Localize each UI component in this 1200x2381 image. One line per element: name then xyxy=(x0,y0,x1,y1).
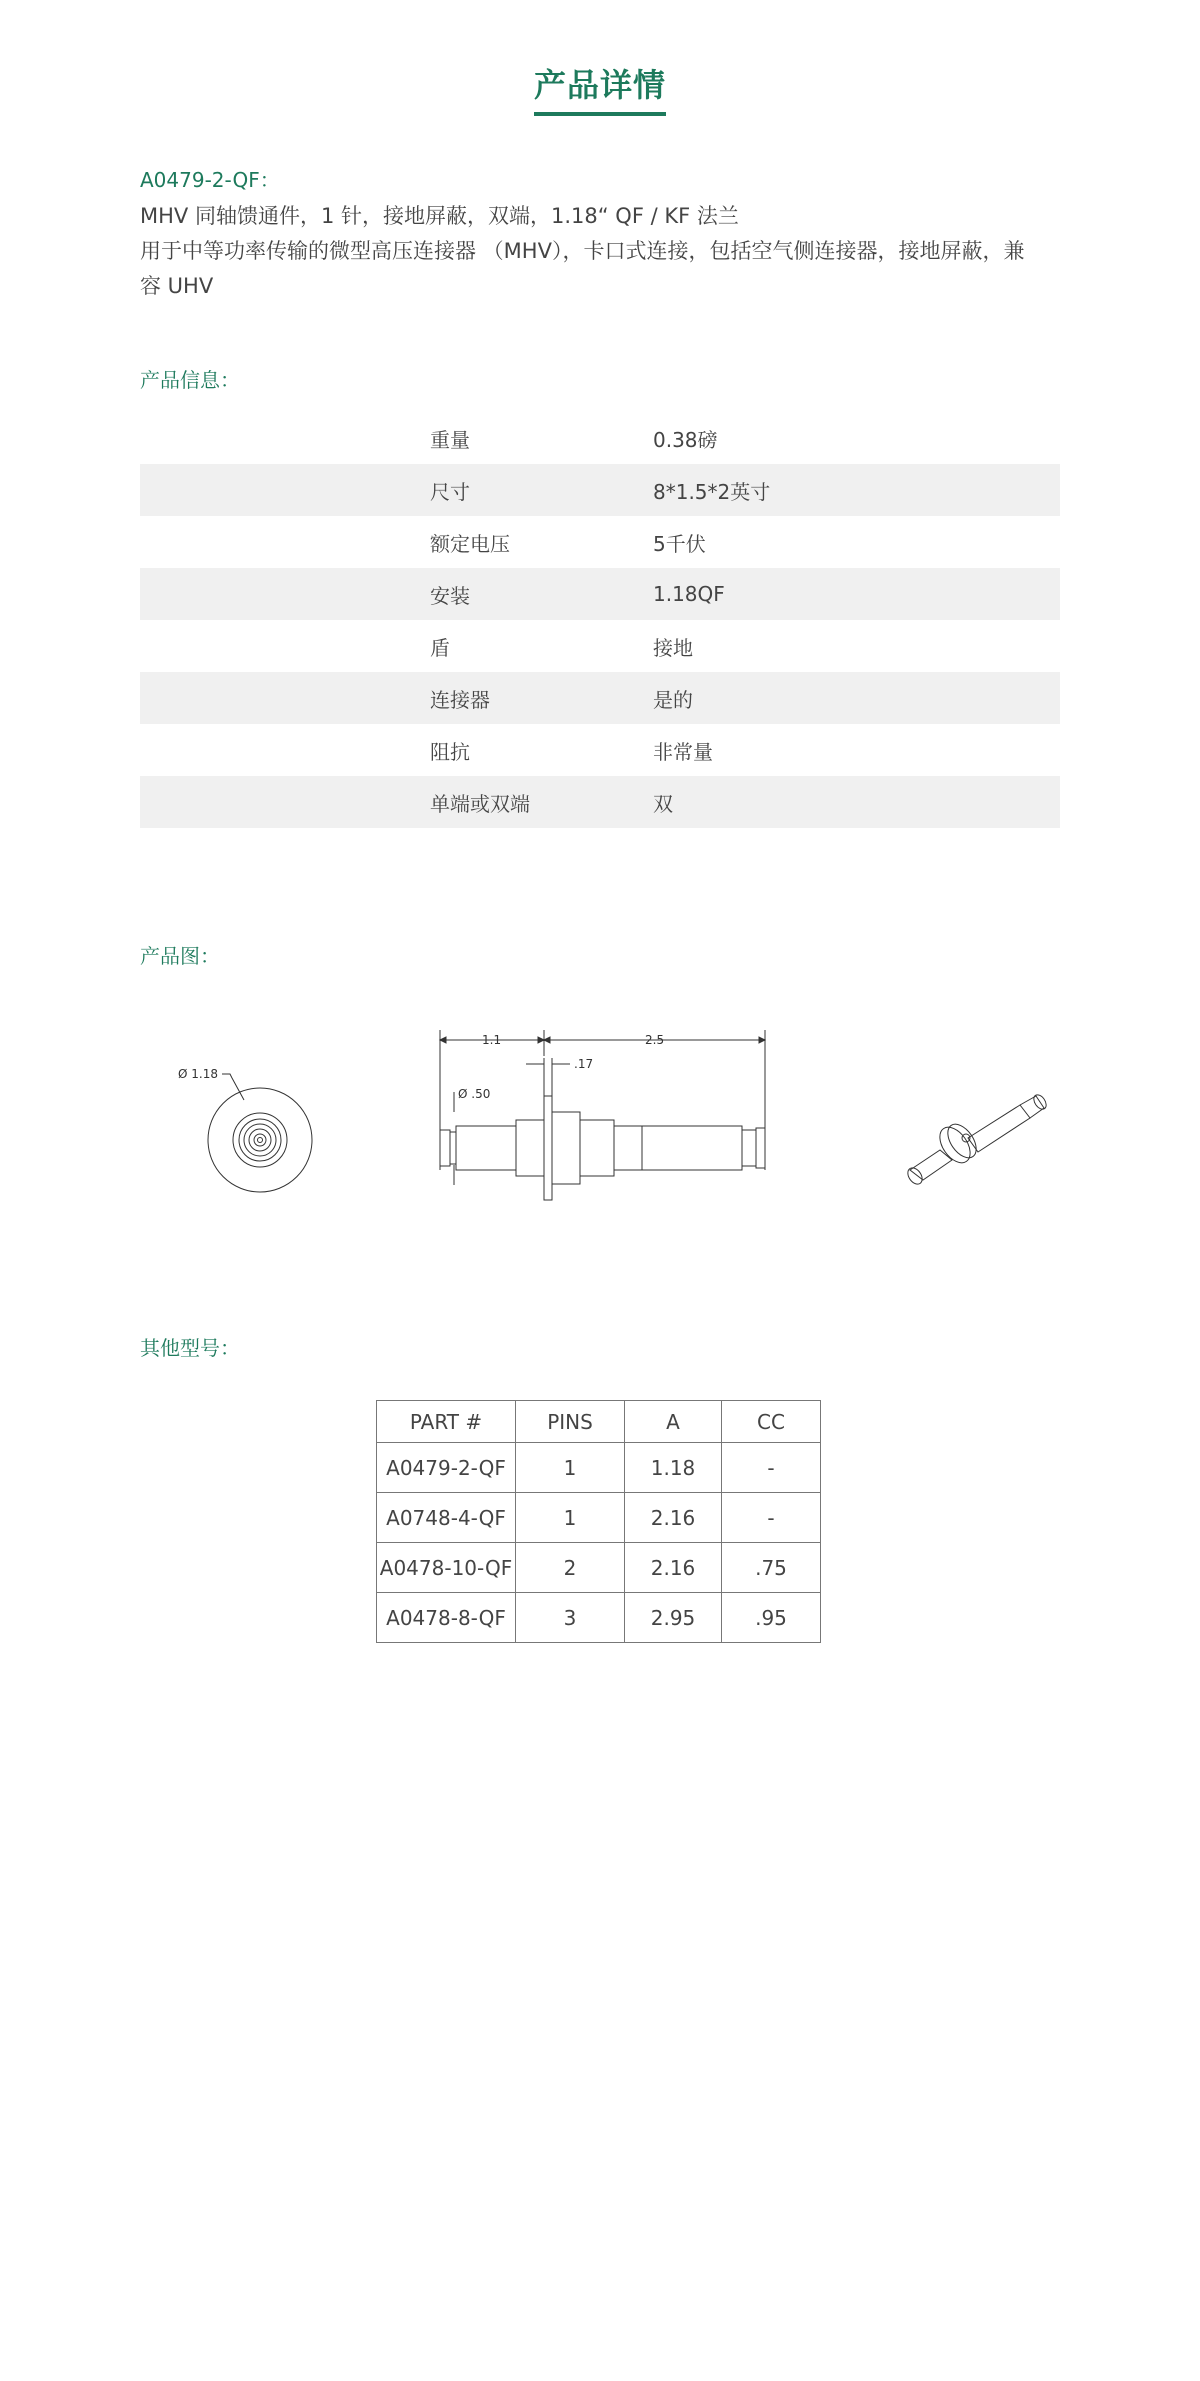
pins-cell: 1 xyxy=(516,1443,625,1493)
info-row xyxy=(140,776,1060,828)
drawing-section-label: 产品图： xyxy=(140,944,220,968)
info-key: 重量 xyxy=(430,427,470,452)
table-row xyxy=(377,1543,821,1593)
table-row xyxy=(377,1493,821,1543)
models-header-row xyxy=(377,1401,821,1443)
technical-drawing xyxy=(140,1000,1060,1220)
info-row xyxy=(140,620,1060,672)
models-table xyxy=(376,1400,821,1643)
models-section-label: 其他型号： xyxy=(140,1336,240,1360)
column-header: CC xyxy=(722,1401,821,1443)
info-key: 额定电压 xyxy=(430,531,510,556)
side-view xyxy=(440,1030,765,1200)
product-drawings xyxy=(140,1000,1060,1220)
info-value: 5千伏 xyxy=(653,531,706,556)
isometric-view xyxy=(905,1093,1049,1187)
cc-cell: .95 xyxy=(722,1593,821,1643)
cc-cell: - xyxy=(722,1443,821,1493)
pins-cell: 3 xyxy=(516,1593,625,1643)
info-key: 盾 xyxy=(430,635,450,660)
info-key: 单端或双端 xyxy=(430,791,530,816)
flange-thickness-label: .17 xyxy=(574,1057,594,1071)
pins-cell: 2 xyxy=(516,1543,625,1593)
body-dim-label: Ø .50 xyxy=(458,1087,491,1101)
flange-dim-label: Ø 1.18 xyxy=(178,1067,218,1081)
info-row xyxy=(140,724,1060,776)
a-cell: 2.95 xyxy=(625,1593,722,1643)
cc-cell: - xyxy=(722,1493,821,1543)
info-table xyxy=(140,412,1060,828)
info-value: 8*1.5*2英寸 xyxy=(653,479,771,504)
front-view xyxy=(178,1067,312,1192)
info-key: 连接器 xyxy=(430,687,490,712)
a-cell: 2.16 xyxy=(625,1493,722,1543)
table-row xyxy=(377,1443,821,1493)
description-line: 用于中等功率传输的微型高压连接器 （MHV），卡口式连接，包括空气侧连接器，接地屏蔽，兼 xyxy=(140,239,1025,263)
info-row xyxy=(140,412,1060,464)
info-value: 1.18QF xyxy=(653,582,725,606)
part-cell: A0479-2-QF xyxy=(377,1443,516,1493)
pins-cell: 1 xyxy=(516,1493,625,1543)
part-cell: A0478-8-QF xyxy=(377,1593,516,1643)
info-row xyxy=(140,516,1060,568)
info-key: 尺寸 xyxy=(430,479,470,504)
info-row xyxy=(140,464,1060,516)
description-line: 容 UHV xyxy=(140,274,214,298)
info-key: 安装 xyxy=(430,583,470,608)
info-value: 双 xyxy=(653,791,673,816)
column-header: PINS xyxy=(516,1401,625,1443)
part-cell: A0478-10-QF xyxy=(377,1543,516,1593)
cc-cell: .75 xyxy=(722,1543,821,1593)
a-cell: 1.18 xyxy=(625,1443,722,1493)
info-value: 是的 xyxy=(653,687,693,712)
info-row xyxy=(140,568,1060,620)
table-row xyxy=(377,1593,821,1643)
info-value: 非常量 xyxy=(653,739,713,764)
info-value: 接地 xyxy=(653,635,693,660)
description-line: MHV 同轴馈通件，1 针，接地屏蔽，双端，1.18“ QF / KF 法兰 xyxy=(140,204,739,228)
total-dim-label: 2.5 xyxy=(645,1033,665,1047)
product-description xyxy=(140,164,1060,304)
page-title: 产品详情 xyxy=(534,60,666,116)
part-cell: A0748-4-QF xyxy=(377,1493,516,1543)
column-header: A xyxy=(625,1401,722,1443)
page-title-wrap xyxy=(0,60,1200,116)
info-row xyxy=(140,672,1060,724)
model-label: A0479-2-QF： xyxy=(140,168,280,192)
info-value: 0.38磅 xyxy=(653,427,718,452)
column-header: PART # xyxy=(377,1401,516,1443)
info-key: 阻抗 xyxy=(430,739,470,764)
a-cell: 2.16 xyxy=(625,1543,722,1593)
info-section-label: 产品信息： xyxy=(140,368,240,392)
left-dim-label: 1.1 xyxy=(482,1033,502,1047)
